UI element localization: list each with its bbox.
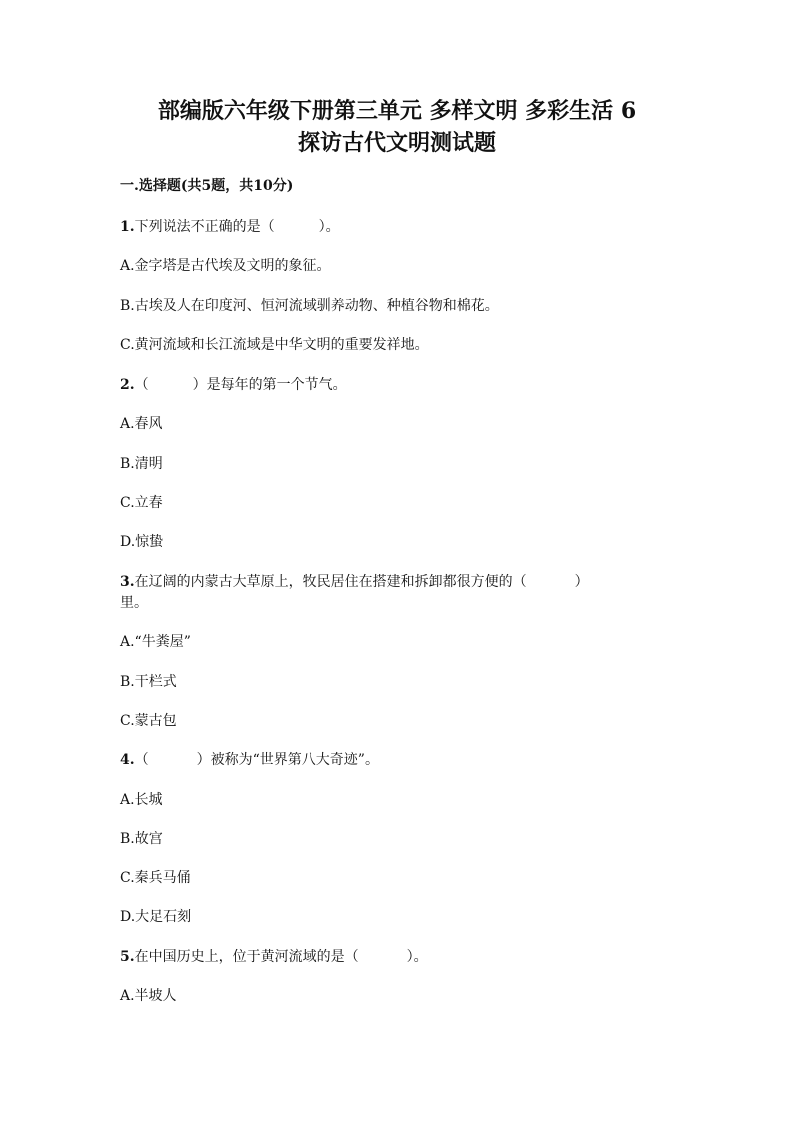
question-2-stem: [120, 375, 347, 395]
question-2-option-c: C.立春: [120, 495, 163, 511]
question-text: 在中国历史上，位于黄河流域的是（: [134, 949, 359, 965]
question-3-stem: [120, 572, 589, 592]
question-text: ）。: [318, 219, 340, 235]
question-4-option-a: A.长城: [120, 792, 163, 808]
question-number: 2.: [120, 377, 135, 393]
question-5-option-a: A.半坡人: [120, 988, 177, 1004]
question-1-stem: [120, 217, 340, 237]
question-text: （: [134, 377, 149, 393]
question-4-stem: [120, 750, 379, 770]
question-1-option-c: C.黄河流域和长江流域是中华文明的重要发祥地。: [120, 337, 429, 353]
question-text: ）: [574, 574, 589, 590]
question-number: 4.: [120, 752, 135, 768]
page-title-line-2: 探访古代文明测试题: [297, 130, 496, 156]
question-text: ）是每年的第一个节气。: [192, 377, 347, 393]
question-text: （: [134, 752, 149, 768]
question-3-option-c: C.蒙古包: [120, 713, 177, 729]
section-heading: 一.选择题(共5题，共10分): [120, 178, 294, 194]
question-4-option-d: D.大足石刻: [120, 909, 192, 925]
question-1-option-b: B.古埃及人在印度河、恒河流域驯养动物、种植谷物和棉花。: [120, 298, 499, 314]
question-1-option-a: A.金字塔是古代埃及文明的象征。: [120, 258, 331, 274]
question-text: ）。: [406, 949, 428, 965]
question-5-stem: [120, 947, 428, 967]
question-2-option-b: B.清明: [120, 456, 163, 472]
question-number: 3.: [120, 574, 135, 590]
question-3-option-a: A.“牛粪屋”: [120, 634, 191, 650]
question-3-option-b: B.干栏式: [120, 674, 177, 690]
question-3-stem-continuation: 里。: [120, 595, 148, 611]
question-number: 5.: [120, 949, 135, 965]
question-text: 在辽阔的内蒙古大草原上，牧民居住在搭建和拆卸都很方便的（: [134, 574, 527, 590]
question-2-option-a: A.春风: [120, 416, 163, 432]
question-text: 下列说法不正确的是（: [134, 219, 275, 235]
question-4-option-c: C.秦兵马俑: [120, 870, 191, 886]
question-4-option-b: B.故宫: [120, 831, 163, 847]
page-title-line-1: 部编版六年级下册第三单元 多样文明 多彩生活 6: [157, 98, 637, 124]
question-number: 1.: [120, 219, 135, 235]
question-2-option-d: D.惊蛰: [120, 534, 164, 550]
question-text: ）被称为“世界第八大奇迹”。: [196, 752, 379, 768]
